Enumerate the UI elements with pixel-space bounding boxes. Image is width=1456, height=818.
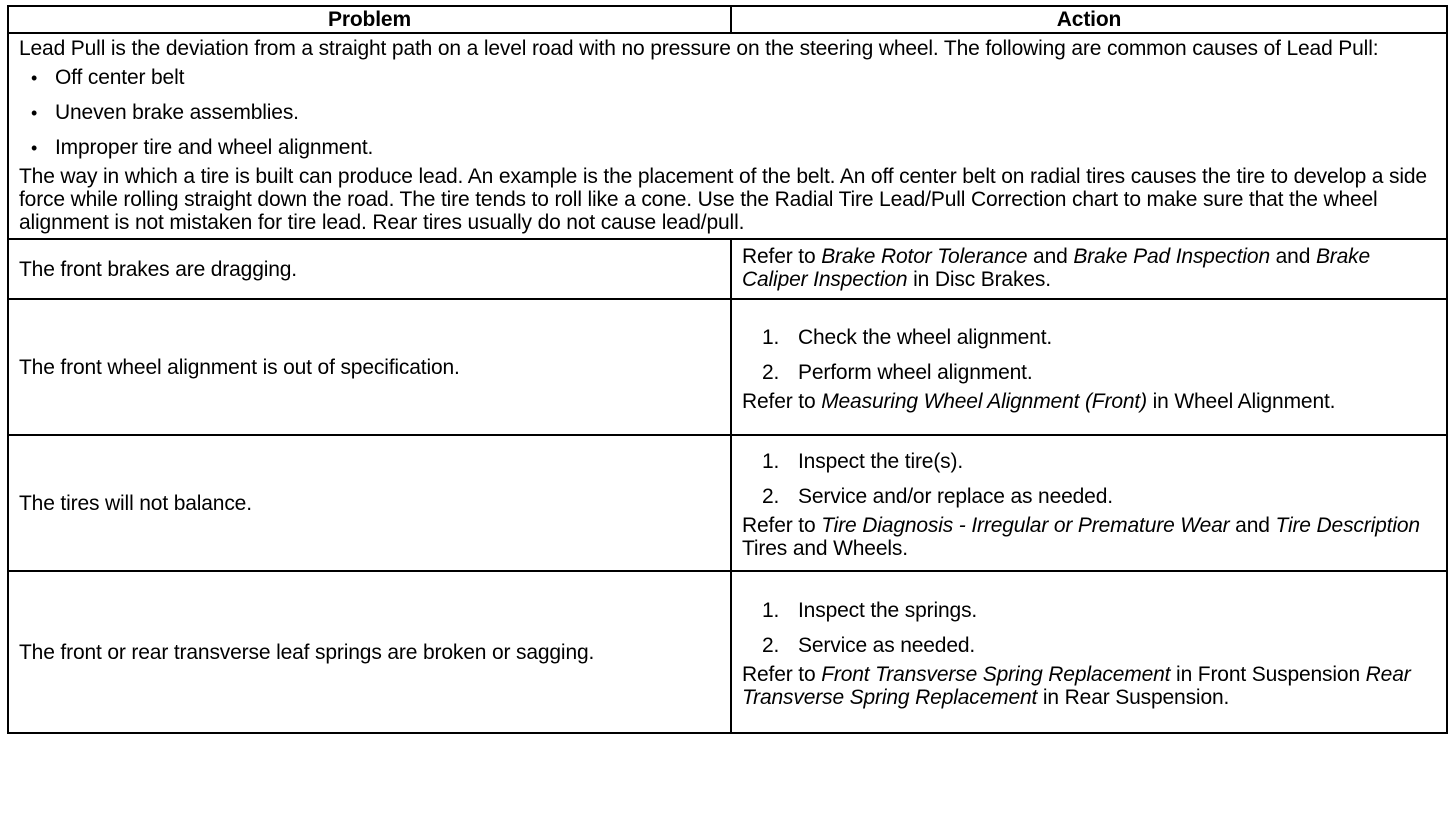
ref-text: Refer to <box>742 389 822 413</box>
step-item <box>762 628 1436 663</box>
cause-text: Off center belt <box>55 66 185 89</box>
intro-paragraph-1: Lead Pull is the deviation from a straight path on a level road with no pressure on the steering wheel. The following are common causes of Lead Pull: <box>19 37 1379 60</box>
steps-list <box>742 444 1436 514</box>
ref-text: in Disc Brakes. <box>907 268 1051 291</box>
step-number: 2. <box>762 485 780 508</box>
step-text: Service and/or replace as needed. <box>798 485 1113 508</box>
ref-text: and <box>1269 245 1316 268</box>
bullet-icon: • <box>31 103 38 123</box>
list-item <box>31 95 1436 130</box>
ref-link-text: Brake Caliper Inspection <box>742 245 1371 291</box>
action-cell <box>731 435 1447 571</box>
ref-link-text: Tire Description <box>1275 514 1420 537</box>
ref-link-text: Rear Transverse Spring Replacement <box>742 663 1411 709</box>
problem-column-header: Problem <box>8 6 731 33</box>
reference-text <box>742 390 1436 413</box>
list-item <box>31 130 1436 165</box>
ref-text: in Wheel Alignment. <box>1146 389 1336 413</box>
causes-list <box>19 60 1436 165</box>
problem-cell: The front brakes are dragging. <box>8 239 731 299</box>
problem-cell: The tires will not balance. <box>8 435 731 571</box>
ref-link-text: Brake Rotor Tolerance <box>821 245 1028 268</box>
step-number: 1. <box>762 325 780 349</box>
intro-row <box>8 33 1447 239</box>
ref-text: Refer to <box>742 663 822 686</box>
table-row <box>8 571 1447 733</box>
ref-text: and <box>1027 245 1074 268</box>
step-text: Perform wheel alignment. <box>798 360 1033 384</box>
table-row <box>8 239 1447 299</box>
step-text: Inspect the tire(s). <box>798 450 964 473</box>
bullet-icon: • <box>31 68 38 88</box>
step-number: 1. <box>762 599 780 622</box>
ref-link-text: Measuring Wheel Alignment (Front) <box>821 389 1147 413</box>
list-item <box>31 60 1436 95</box>
intro-cell <box>8 33 1447 239</box>
ref-text: Refer to <box>742 245 822 268</box>
reference-text <box>742 245 1436 291</box>
header-row <box>8 6 1447 33</box>
problem-cell: The front or rear transverse leaf springs are broken or sagging. <box>8 571 731 733</box>
reference-text <box>742 514 1436 560</box>
step-text: Inspect the springs. <box>798 599 978 622</box>
cause-text: Improper tire and wheel alignment. <box>55 136 374 159</box>
diagnosis-table <box>7 5 1448 734</box>
step-number: 2. <box>762 634 780 657</box>
step-text: Service as needed. <box>798 634 976 657</box>
table-row <box>8 299 1447 435</box>
step-number: 1. <box>762 450 780 473</box>
action-cell <box>731 239 1447 299</box>
steps-list <box>742 320 1436 390</box>
action-cell <box>731 571 1447 733</box>
ref-link-text: Tire Diagnosis - Irregular or Premature Wear <box>821 514 1230 537</box>
reference-text <box>742 663 1436 709</box>
action-cell <box>731 299 1447 435</box>
step-number: 2. <box>762 360 780 384</box>
step-item <box>762 320 1436 355</box>
step-text: Check the wheel alignment. <box>798 325 1053 349</box>
step-item <box>762 355 1436 390</box>
intro-paragraph-2: The way in which a tire is built can produce lead. An example is the placement of the belt. An off center belt on radial tires causes the tire to develop a side force while rolling straight down the road. The tire tends to roll like a cone. Use the Radial Tire Lead/Pull Correction chart to make sure that the wheel alignment is not mistaken for tire lead. Rear tires usually do not cause lead/pull. <box>19 165 1427 234</box>
ref-text: Tires and Wheels. <box>742 537 908 560</box>
step-item <box>762 444 1436 479</box>
bullet-icon: • <box>31 138 38 158</box>
ref-link-text: Front Transverse Spring Replacement <box>821 663 1171 686</box>
step-item <box>762 593 1436 628</box>
ref-text: in Rear Suspension. <box>1037 686 1230 709</box>
cause-text: Uneven brake assemblies. <box>55 101 299 124</box>
step-item <box>762 479 1436 514</box>
ref-text: and <box>1229 514 1276 537</box>
ref-text: Refer to <box>742 514 822 537</box>
table-row <box>8 435 1447 571</box>
ref-text: in Front Suspension <box>1170 663 1366 686</box>
problem-cell: The front wheel alignment is out of specification. <box>8 299 731 435</box>
action-column-header: Action <box>731 6 1447 33</box>
ref-link-text: Brake Pad Inspection <box>1073 245 1270 268</box>
steps-list <box>742 593 1436 663</box>
